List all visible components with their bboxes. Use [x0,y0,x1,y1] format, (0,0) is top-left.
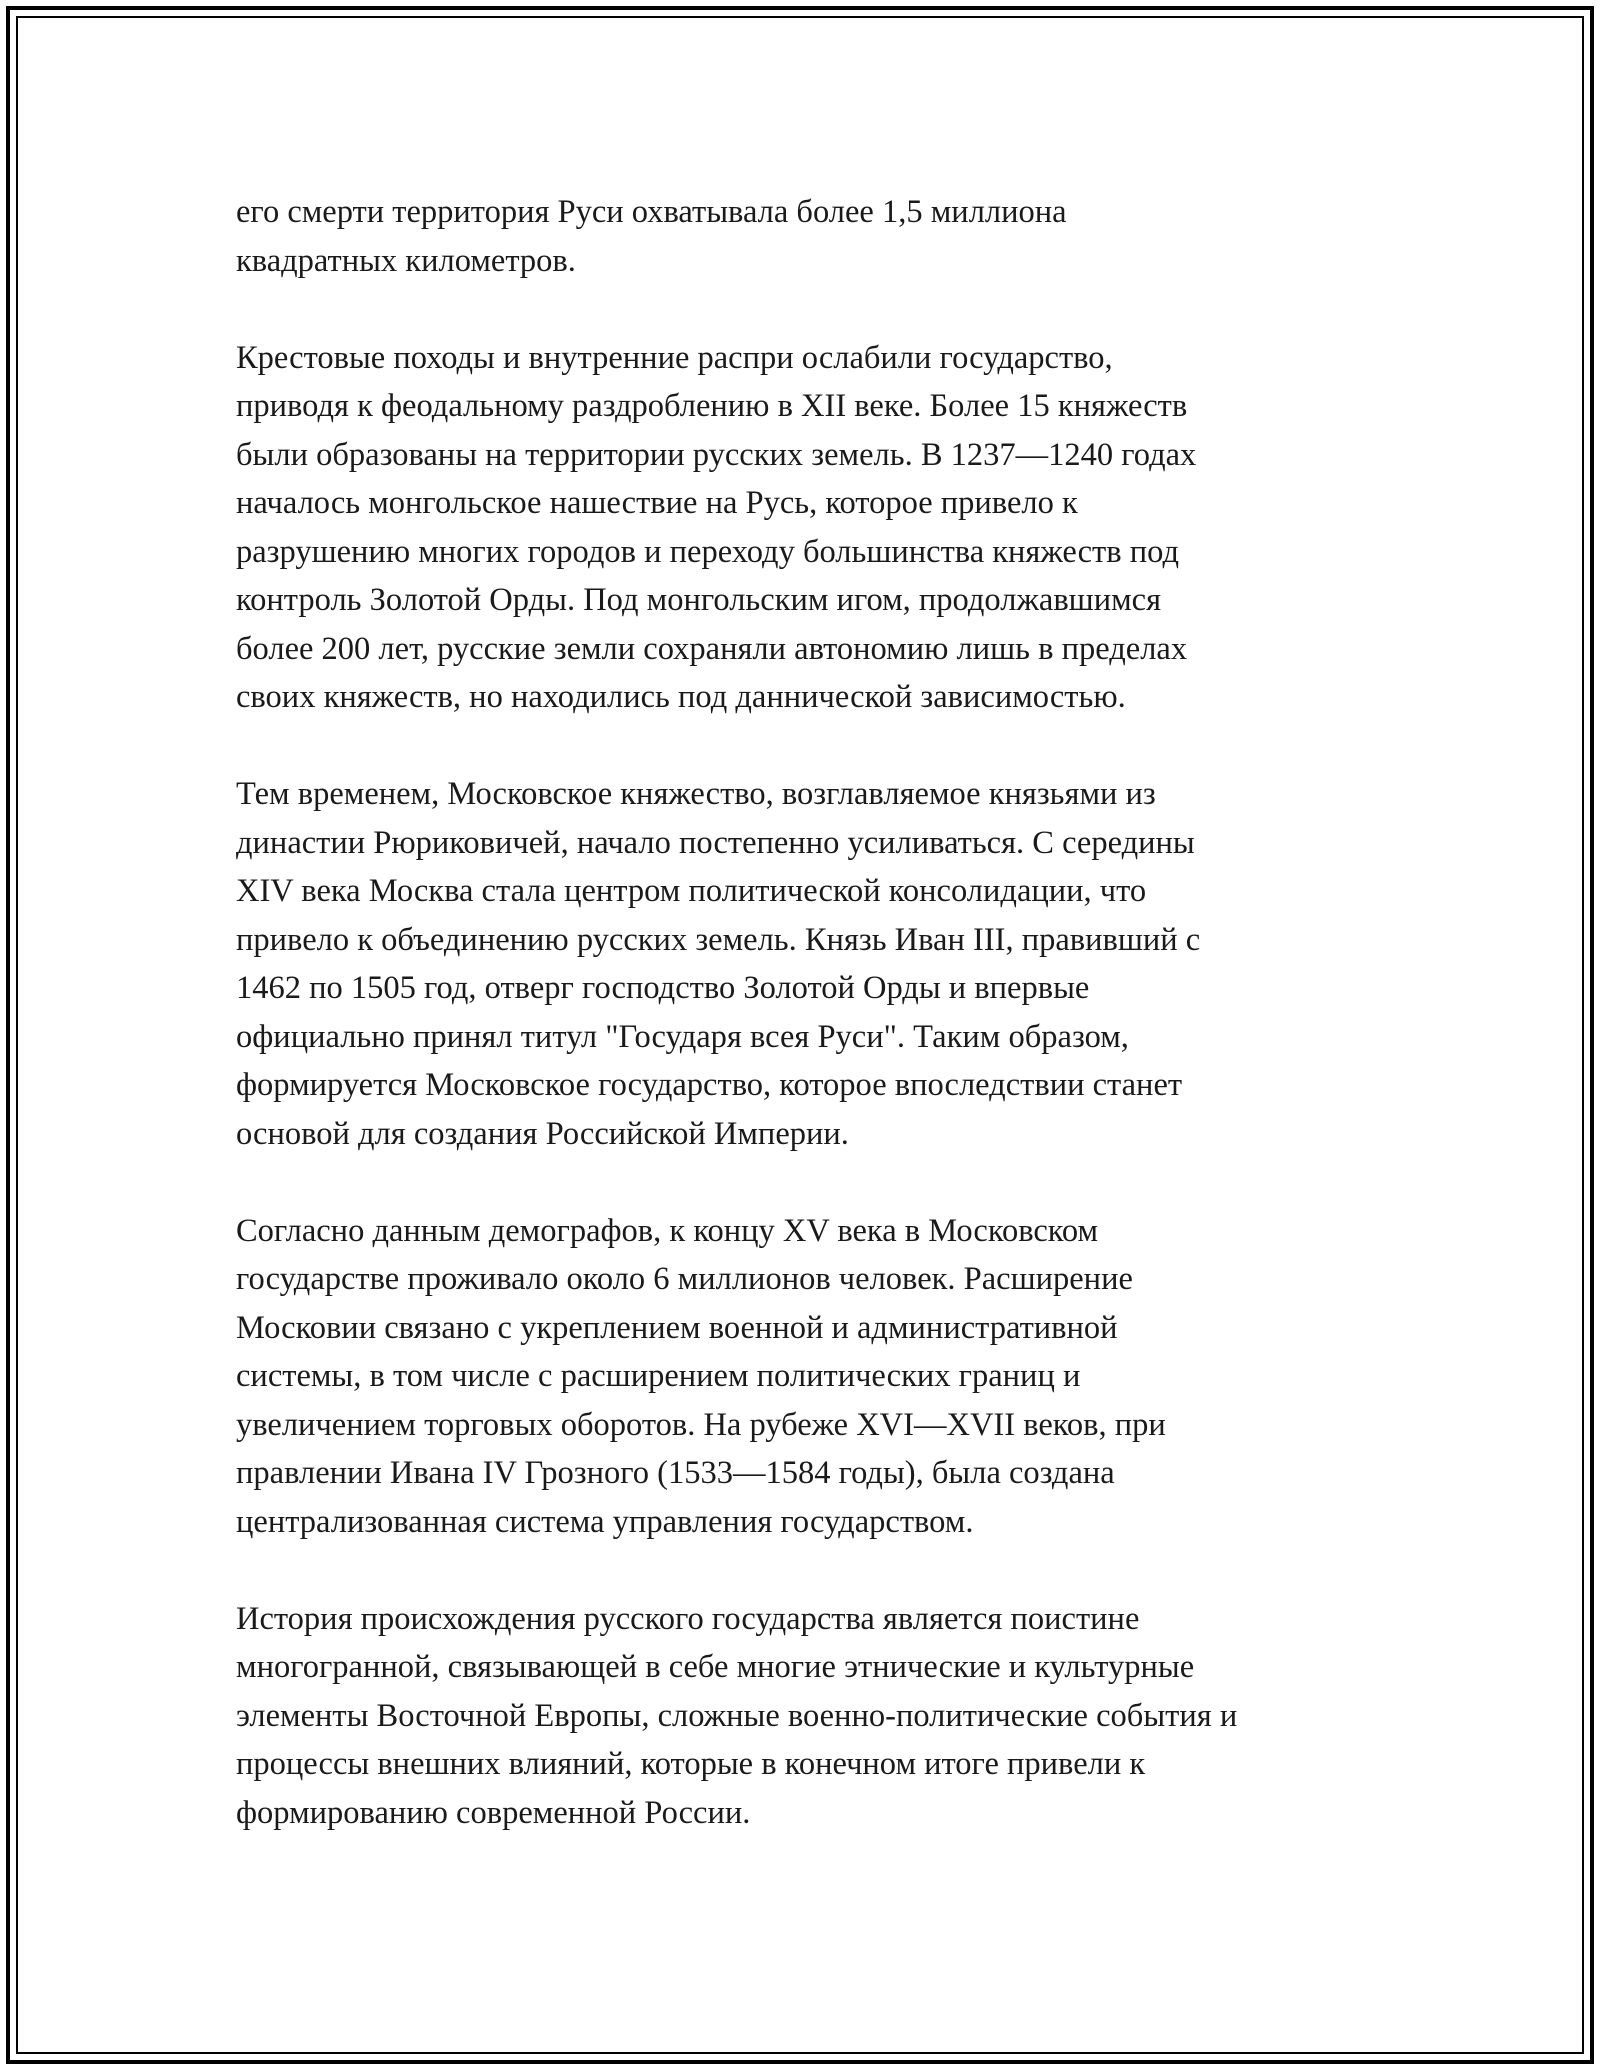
text-line: его смерти территория Руси охватывала более 1,5 миллиона [236,194,1067,230]
text-line: увеличением торговых оборотов. На рубеже XVI—XVII веков, при [236,1406,1166,1443]
text-line: приводя к феодальному раздроблению в XII веке. Более 15 княжеств [236,388,1188,424]
text-line: основой для создания Российской Империи. [236,1115,849,1152]
text-line: Согласно данным демографов, к концу XV века в Московском [236,1212,1099,1249]
text-line: контроль Золотой Орды. Под монгольским игом, продолжавшимся [236,582,1162,618]
text-line: были образованы на территории русских земель. В 1237—1240 годах [236,436,1197,473]
text-line: системы, в том числе с расширением политических границ и [236,1358,1081,1394]
text-line: централизованная система управления государством. [236,1503,974,1540]
text-line: началось монгольское нашествие на Русь, которое привело к [236,485,1078,521]
paragraph-3 [236,770,1426,1158]
text-line: правлении Ивана IV Грозного (1533—1584 годы), была создана [236,1455,1115,1491]
paragraph-1 [236,188,1426,285]
paragraph-4 [236,1207,1426,1547]
text-line: формированию современной России. [236,1794,751,1831]
text-line: разрушению многих городов и переходу большинства княжеств под [236,533,1179,570]
text-line: государстве проживало около 6 миллионов человек. Расширение [236,1261,1133,1297]
text-line: формируется Московское государство, которое впоследствии станет [236,1067,1183,1103]
text-line: многогранной, связывающей в себе многие этнические и культурные [236,1649,1195,1685]
text-line: привело к объединению русских земель. Князь Иван III, правивший с [236,921,1201,958]
text-line: официально принял титул "Государя всея Руси". Таким образом, [236,1018,1129,1055]
text-line: XIV века Москва стала центром политической консолидации, что [236,873,1147,909]
text-line: более 200 лет, русские земли сохраняли автономию лишь в пределах [236,630,1188,667]
text-line: династии Рюриковичей, начало постепенно усиливаться. С середины [236,824,1195,861]
paragraph-5 [236,1595,1426,1838]
text-line: квадратных километров. [236,242,576,279]
text-line: своих княжеств, но находились под даннической зависимостью. [236,679,1126,715]
text-line: Крестовые походы и внутренние распри ослабили государство, [236,339,1113,376]
text-line: 1462 по 1505 год, отверг господство Золотой Орды и впервые [236,970,1090,1006]
text-line: элементы Восточной Европы, сложные военно-политические события и [236,1697,1238,1734]
text-line: Московии связано с укреплением военной и административной [236,1309,1118,1346]
paragraph-2 [236,334,1426,722]
text-line: История происхождения русского государства является поистине [236,1600,1140,1637]
text-line: Тем временем, Московское княжество, возглавляемое князьями из [236,776,1156,812]
text-line: процессы внешних влияний, которые в конечном итоге привели к [236,1746,1146,1782]
document-body [236,188,1426,1886]
